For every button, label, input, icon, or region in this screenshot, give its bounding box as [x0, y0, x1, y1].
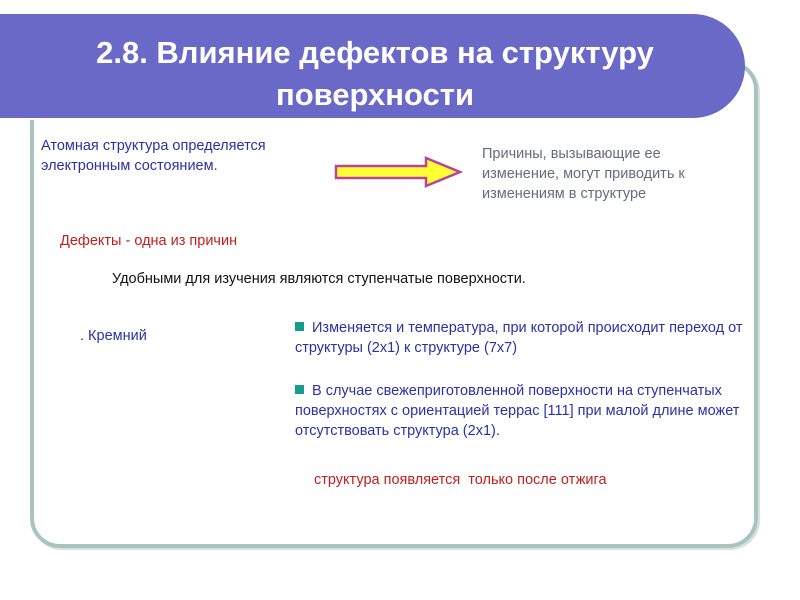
stepped-surfaces-text: Удобными для изучения являются ступенчатые поверхности.: [112, 271, 526, 287]
defects-text: Дефекты - одна из причин: [60, 233, 238, 249]
atomic-structure-text: Атомная структура определяется электронным состоянием.: [41, 138, 266, 174]
title-bar: [0, 14, 745, 118]
slide-title: 2.8. Влияние дефектов на структуру поверхности: [96, 35, 654, 112]
causes-text: Причины, вызывающие ее изменение, могут приводить к изменениям в структуре: [482, 146, 685, 202]
silicon-label: . Кремний: [80, 328, 147, 344]
annealing-note: структура появляется только после отжига: [314, 472, 607, 488]
bullet-text: В случае свежеприготовленной поверхности на ступенчатых поверхностях с ориентацией террас [111] при малой длине может отсутствовать структура (2x1).: [295, 383, 740, 439]
arrow-right-icon: [334, 156, 464, 188]
bullet-item: [295, 318, 765, 358]
bullet-item: [295, 381, 765, 441]
title-underline: [0, 118, 708, 120]
square-bullet-icon: [295, 322, 304, 331]
square-bullet-icon: [295, 385, 304, 394]
bullet-text: Изменяется и температура, при которой происходит переход от структуры (2x1) к структуре (7x7): [295, 320, 743, 356]
